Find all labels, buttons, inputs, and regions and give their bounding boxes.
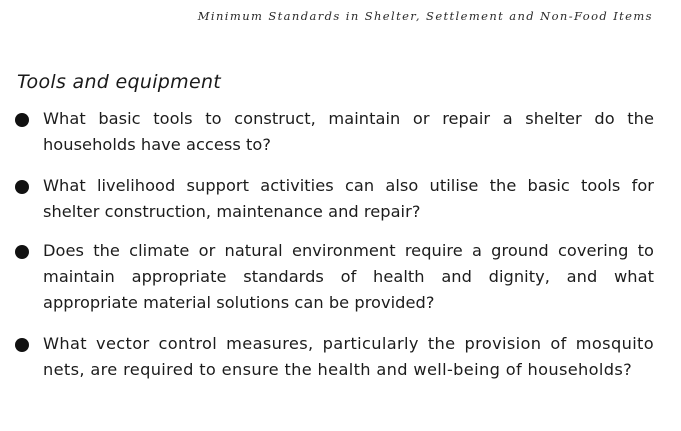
running-header: Minimum Standards in Shelter, Settlement and Non-Food Items bbox=[197, 9, 653, 23]
question-text: What vector control measures, particularly the provision of mosquito nets, are required to ensure the health and well-being of households? bbox=[43, 334, 654, 379]
question-text: Does the climate or natural environment require a ground covering to maintain appropriate standards of health and dignity, and what appropriate material solutions can be provided? bbox=[43, 241, 654, 312]
bullet-icon bbox=[15, 113, 29, 127]
bullet-icon bbox=[15, 338, 29, 352]
question-text: What basic tools to construct, maintain or repair a shelter do the households have access to? bbox=[43, 109, 654, 154]
bullet-icon bbox=[15, 180, 29, 194]
question-text: What livelihood support activities can also utilise the basic tools for shelter construction, maintenance and repair? bbox=[43, 176, 654, 221]
section-heading: Tools and equipment bbox=[17, 71, 222, 93]
bullet-icon bbox=[15, 245, 29, 259]
